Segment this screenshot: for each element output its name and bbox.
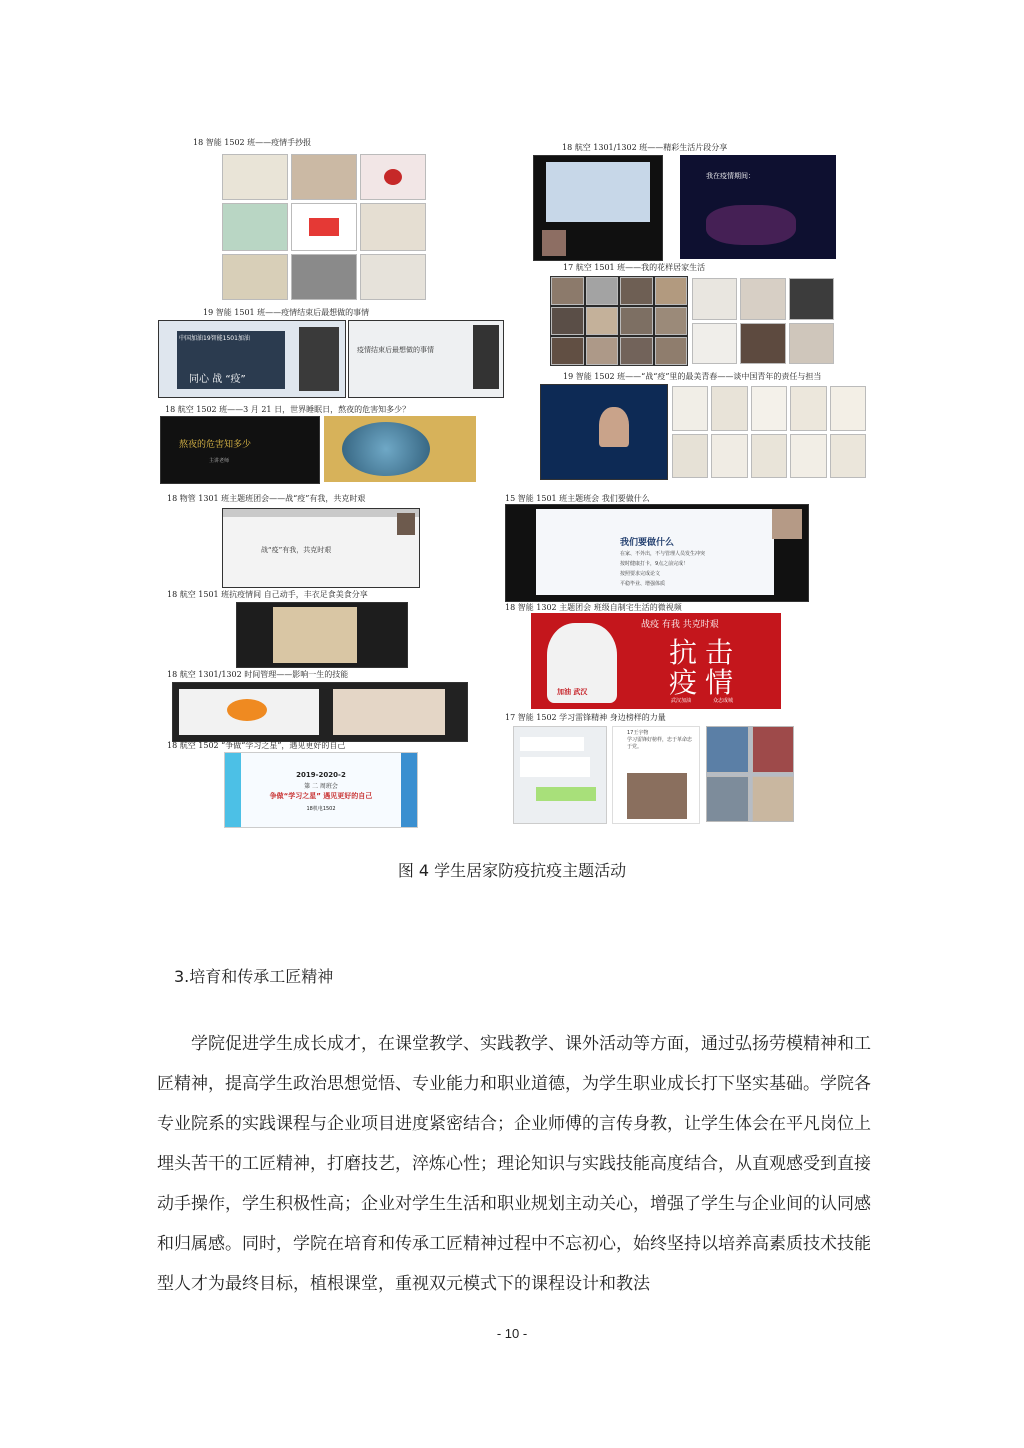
home-photo bbox=[740, 278, 785, 320]
notes-photo bbox=[751, 386, 787, 431]
volunteer-photo bbox=[752, 726, 795, 773]
camera-feed bbox=[542, 230, 566, 256]
caption-handwritten-posters: 18 智能 1502 班——疫情手抄报 bbox=[193, 138, 312, 147]
chat-sender-name: 17王宇物 bbox=[627, 730, 649, 736]
food-sharing-screenshot bbox=[236, 602, 408, 668]
poster-image bbox=[360, 254, 426, 300]
sleep-slide-sub: 主讲老师 bbox=[209, 458, 230, 464]
galaxy-shape bbox=[706, 205, 796, 245]
caption-micro-video: 18 智能 1302 主题团会 班级自制宅生活的微视频 bbox=[505, 603, 682, 612]
participant-tile bbox=[655, 307, 688, 335]
life-sharing-screenshot-1 bbox=[533, 155, 663, 261]
what-slide-title: 我们要做什么 bbox=[620, 538, 675, 548]
caption-life-sharing: 18 航空 1301/1302 班——精彩生活片段分享 bbox=[562, 143, 728, 152]
caption-what-to-do: 15 智能 1501 班主题班会 我们要做什么 bbox=[505, 494, 650, 503]
chat-bubble bbox=[520, 757, 590, 777]
right-accent-bar bbox=[401, 753, 417, 827]
notes-photo bbox=[830, 434, 866, 479]
caption-lei-feng: 17 智能 1502 学习雷锋精神 身边榜样的力量 bbox=[505, 713, 666, 722]
volunteer-photo bbox=[706, 776, 749, 823]
participant-tile bbox=[551, 277, 584, 305]
fist-icon bbox=[547, 623, 617, 703]
poster-tag-2: 众志成城 bbox=[713, 698, 734, 704]
caption-fight-together: 18 物管 1301 班主题班团会——战“疫”有我，共克时艰 bbox=[167, 494, 366, 503]
youth-lecture-screenshot bbox=[540, 384, 668, 480]
handwritten-notes-grid bbox=[672, 386, 866, 478]
camera-feed bbox=[772, 509, 802, 539]
fist-text: 加油 武汉 bbox=[557, 688, 588, 696]
caption-time-management: 18 航空 1301/1302 时间管理——影响一生的技能 bbox=[167, 670, 349, 679]
camera-feed bbox=[397, 513, 415, 535]
notes-photo bbox=[790, 434, 826, 479]
slide-panel bbox=[536, 509, 774, 595]
fight-slide-title: 战“疫”有我，共克时艰 bbox=[261, 546, 332, 554]
what-item: 在家、不外出，不与管理人员发生冲突 bbox=[620, 551, 706, 557]
home-life-photos bbox=[692, 278, 834, 364]
poster-image bbox=[291, 203, 357, 251]
orange-bubble-icon bbox=[227, 699, 267, 721]
sleep-slide-title: 熬夜的危害知多少 bbox=[179, 440, 252, 450]
participant-tile bbox=[620, 277, 653, 305]
wish-slide-text: 疫情结束后最想做的事情 bbox=[357, 346, 434, 354]
shared-photo bbox=[546, 162, 650, 222]
home-photo bbox=[692, 278, 737, 320]
volunteers-photo-grid bbox=[706, 726, 794, 822]
star-line-1: 2019-2020-2 bbox=[296, 771, 346, 779]
home-photo bbox=[789, 278, 834, 320]
what-slide-list bbox=[620, 549, 705, 589]
caption-food-sharing: 18 航空 1501 班抗疫情间 自己动手，丰衣足食美食分享 bbox=[167, 590, 368, 599]
participant-tile bbox=[586, 307, 619, 335]
poster-image bbox=[360, 203, 426, 251]
anti-epidemic-poster bbox=[531, 613, 781, 709]
chat-screenshot bbox=[513, 726, 607, 824]
food-photo bbox=[273, 607, 357, 663]
together-text: 同心 战 “疫” bbox=[189, 374, 246, 385]
chat-bubble bbox=[520, 737, 584, 751]
volunteer-photo bbox=[627, 773, 687, 819]
participant-tile bbox=[620, 307, 653, 335]
wish-slide-screenshot bbox=[348, 320, 504, 398]
caption-youth-responsibility: 19 智能 1502 班——“战“疫”里的最美青春——谈中国青年的责任与担当 bbox=[563, 372, 822, 381]
section-heading: 3.培育和传承工匠精神 bbox=[174, 967, 334, 986]
home-photo bbox=[789, 323, 834, 365]
left-accent-bar bbox=[225, 753, 241, 827]
volunteer-photo bbox=[706, 726, 749, 773]
poster-image bbox=[291, 254, 357, 300]
participant-tile bbox=[551, 307, 584, 335]
poster-top-text: 战疫 有我 共克时艰 bbox=[641, 620, 719, 630]
notes-photo bbox=[711, 434, 747, 479]
notes-photo bbox=[830, 386, 866, 431]
earth-icon bbox=[342, 422, 430, 476]
page-number: - 10 - bbox=[496, 1326, 528, 1341]
window-toolbar bbox=[223, 509, 419, 517]
poster-image bbox=[291, 154, 357, 200]
time-management-screenshot bbox=[172, 682, 468, 742]
camera-feed bbox=[473, 325, 499, 389]
participant-tile bbox=[655, 277, 688, 305]
chat-message-text: 学习雷锋好榜样，忠于革命忠于党。 bbox=[627, 737, 693, 750]
posters-photo-grid bbox=[222, 154, 426, 300]
home-life-meeting bbox=[550, 276, 688, 366]
participant-tile bbox=[586, 337, 619, 365]
notes-photo bbox=[751, 434, 787, 479]
star-line-2: 第 二 周班会 bbox=[304, 783, 338, 790]
poster-image bbox=[222, 254, 288, 300]
speaker-figure bbox=[599, 407, 629, 447]
caption-after-epidemic: 19 智能 1501 班——疫情结束后最想做的事情 bbox=[203, 308, 370, 317]
caption-sleep-day: 18 航空 1502 班——3 月 21 日，世界睡眠日，熬夜的危害知多少？ bbox=[165, 405, 411, 414]
chat-message-card bbox=[612, 726, 700, 824]
sleep-slide-screenshot bbox=[160, 416, 320, 484]
poster-tag-1: 武汉加油 bbox=[671, 698, 692, 704]
caption-study-star: 18 航空 1502 “争做“学习之星”，遇见更好的自己 bbox=[167, 741, 346, 750]
volunteer-photo bbox=[752, 776, 795, 823]
notes-photo bbox=[672, 386, 708, 431]
what-to-do-screenshot bbox=[505, 504, 809, 602]
home-photo bbox=[740, 323, 785, 365]
poster-image bbox=[222, 203, 288, 251]
star-line-4: 18机电1502 bbox=[306, 806, 336, 812]
what-item: 平稳毕业、增强体质 bbox=[620, 581, 666, 587]
caption-home-life: 17 航空 1501 班——我的花样居家生活 bbox=[563, 263, 706, 272]
poster-image bbox=[360, 154, 426, 200]
night-sky-slide bbox=[680, 155, 836, 259]
participants-panel bbox=[299, 327, 339, 391]
poster-image bbox=[222, 154, 288, 200]
spreadsheet-panel bbox=[179, 689, 319, 735]
chat-bubble bbox=[536, 787, 596, 801]
slide-panel bbox=[333, 689, 445, 735]
body-paragraph: 学院促进学生成长成才，在课堂教学、实践教学、课外活动等方面，通过弘扬劳模精神和工匠精神，提高学生政治思想觉悟、专业能力和职业道德，为学生职业成长打下坚实基础。学院各专业院系的实践课程与企业项目进度紧密结合；企业师傅的言传身教，让学生体会在平凡岗位上埋头苦干的工匠精神，打磨技艺，淬炼心性；理论知识与实践技能高度结合，从直观感受到直接动手操作，学生积极性高；企业对学生生活和职业规划主动关心，增强了学生与企业间的认同感和归属感。同时，学院在培育和传承工匠精神过程中不忘初心，始终坚持以培养高素质技术技能型人才为最终目标，植根课堂，重视双元模式下的课程设计和教法 bbox=[157, 1034, 871, 1294]
video-panel bbox=[177, 331, 285, 389]
notes-photo bbox=[790, 386, 826, 431]
online-meeting-screenshot bbox=[158, 320, 346, 398]
class-banner-text: 中国加油19智能1501加油 bbox=[179, 335, 250, 342]
star-line-3: 争做“学习之星” 遇见更好的自己 bbox=[269, 792, 373, 800]
poster-heading-1: 抗击 bbox=[669, 636, 742, 669]
notes-photo bbox=[711, 386, 747, 431]
earth-illustration bbox=[324, 416, 476, 482]
participant-tile bbox=[551, 337, 584, 365]
study-star-slide bbox=[224, 752, 418, 828]
fight-slide-screenshot bbox=[222, 508, 420, 588]
figure-caption: 图 4 学生居家防疫抗疫主题活动 bbox=[397, 861, 627, 880]
night-slide-title: 我在疫情期间： bbox=[706, 172, 755, 180]
participant-tile bbox=[586, 277, 619, 305]
participant-tile bbox=[655, 337, 688, 365]
what-item: 按时健康打卡，9点之前完成！ bbox=[620, 561, 689, 567]
what-item: 按照要求完成论文 bbox=[620, 571, 661, 577]
home-photo bbox=[692, 323, 737, 365]
participant-tile bbox=[620, 337, 653, 365]
poster-heading-2: 疫情 bbox=[669, 666, 742, 699]
notes-photo bbox=[672, 434, 708, 479]
